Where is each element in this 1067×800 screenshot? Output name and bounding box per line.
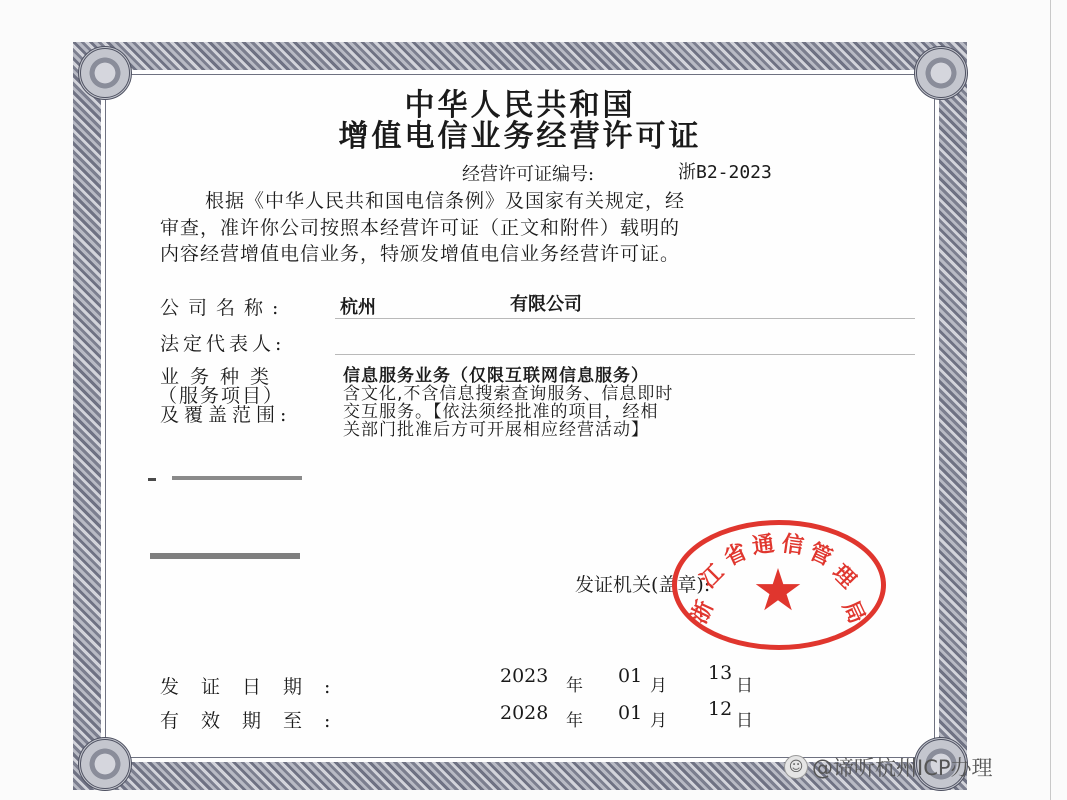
- seal-text: 通: [750, 531, 776, 560]
- redacted-mark: [148, 478, 156, 481]
- valid-year: 2028: [500, 702, 549, 724]
- legal-representative-label: 法定代表人:: [160, 333, 286, 355]
- seal-text: 浙: [686, 597, 719, 628]
- watermark-text: @谛听杭州ICP办理: [812, 756, 993, 780]
- issue-year-unit: 年: [566, 676, 583, 696]
- title-country: 中华人民共和国: [404, 88, 636, 123]
- company-name-part1: 杭州: [340, 297, 376, 318]
- seal-text: 管: [804, 539, 836, 572]
- valid-until-label: 有效期至:: [160, 710, 353, 732]
- scope-label-line-2: （服务项目）: [158, 385, 285, 407]
- title-license-type: 增值电信业务经营许可证: [338, 119, 702, 154]
- scope-line-1: 信息服务业务（仅限互联网信息服务）: [343, 366, 649, 386]
- issuer-label: 发证机关(盖章):: [575, 574, 711, 596]
- issue-day: 13: [708, 662, 733, 684]
- issue-day-unit: 日: [736, 676, 753, 696]
- scan-edge-line: [1050, 0, 1051, 800]
- seal-text: 省: [720, 539, 752, 572]
- issue-month: 01: [618, 665, 643, 687]
- valid-year-unit: 年: [566, 711, 583, 731]
- valid-day-unit: 日: [736, 711, 753, 731]
- intro-line-3: 内容经营增值电信业务，特颁发增值电信业务经营许可证。: [160, 243, 681, 265]
- scope-label-line-1: 业务种类: [160, 366, 281, 388]
- redacted-mark: [150, 553, 300, 559]
- intro-line-1: 根据《中华人民共和国电信条例》及国家有关规定，经: [205, 190, 686, 212]
- valid-month-unit: 月: [650, 711, 667, 731]
- issue-month-unit: 月: [650, 676, 667, 696]
- seal-text: 信: [780, 531, 806, 560]
- watermark: [784, 752, 993, 782]
- scope-label-line-3: 及覆盖范围:: [160, 404, 292, 426]
- legal-representative-underline: [335, 354, 915, 355]
- seal-star-icon: ★: [752, 556, 804, 624]
- scope-line-3: 交互服务。【依法须经批准的项目，经相: [343, 402, 659, 422]
- company-name-part2: 有限公司: [510, 294, 582, 315]
- issue-date-label: 发证日期:: [160, 676, 353, 698]
- permit-number-label: 经营许可证编号:: [462, 164, 595, 185]
- company-name-label: 公司名称:: [160, 297, 288, 319]
- scope-line-2: 含文化,不含信息搜索查询服务、信息即时: [343, 384, 674, 404]
- profile-icon: ☺: [784, 755, 808, 779]
- permit-number-value: 浙B2-2023: [678, 162, 772, 183]
- scope-line-4: 关部门批准后方可开展相应经营活动】: [343, 420, 649, 440]
- seal-text: 理: [826, 560, 861, 594]
- valid-month: 01: [618, 702, 643, 724]
- intro-line-2: 审查，准许你公司按照本经营许可证（正文和附件）载明的: [160, 217, 681, 239]
- issue-year: 2023: [500, 665, 549, 687]
- seal-text: 局: [837, 597, 870, 628]
- company-name-underline: [335, 318, 915, 319]
- redacted-mark: [172, 476, 302, 480]
- corner-ornament-bottom-left: [78, 737, 132, 791]
- valid-day: 12: [708, 698, 733, 720]
- seal-text: 江: [695, 560, 730, 594]
